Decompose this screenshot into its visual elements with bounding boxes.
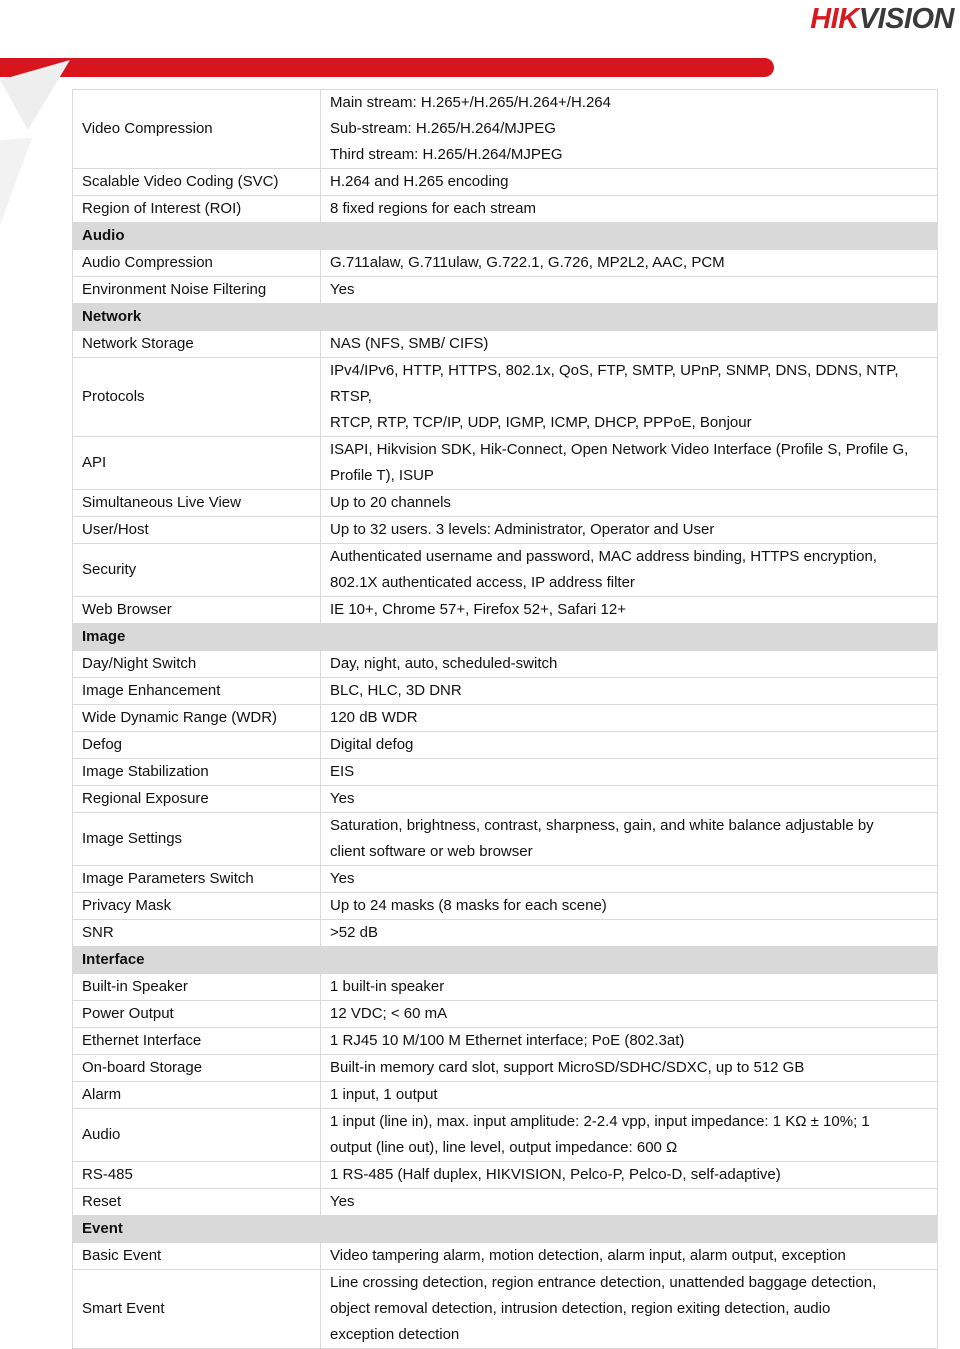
- spec-row: [73, 1243, 938, 1270]
- spec-label: Audio Compression: [73, 250, 321, 277]
- spec-label: Region of Interest (ROI): [73, 196, 321, 223]
- spec-label: Defog: [73, 732, 321, 759]
- spec-label: Audio: [73, 1109, 321, 1162]
- spec-label: Video Compression: [73, 90, 321, 169]
- section-spacer: [321, 1216, 938, 1243]
- section-spacer: [321, 947, 938, 974]
- spec-label: On-board Storage: [73, 1055, 321, 1082]
- spec-value: 1 input (line in), max. input amplitude: 2-2.4 vpp, input impedance: 1 KΩ ± 10%; 1 output (line out), line level, output impedance: 600 Ω: [321, 1109, 938, 1162]
- section-title: Audio: [73, 223, 321, 250]
- spec-row: [73, 90, 938, 169]
- spec-value: Day, night, auto, scheduled-switch: [321, 651, 938, 678]
- spec-row: [73, 490, 938, 517]
- spec-value: Yes: [321, 786, 938, 813]
- spec-row: [73, 866, 938, 893]
- spec-label: Ethernet Interface: [73, 1028, 321, 1055]
- spec-value: 120 dB WDR: [321, 705, 938, 732]
- spec-label: Network Storage: [73, 331, 321, 358]
- spec-value: Yes: [321, 1189, 938, 1216]
- spec-label: User/Host: [73, 517, 321, 544]
- spec-row: [73, 1270, 938, 1349]
- spec-table: [72, 89, 938, 1349]
- spec-label: Power Output: [73, 1001, 321, 1028]
- spec-row: [73, 1055, 938, 1082]
- spec-value: Digital defog: [321, 732, 938, 759]
- spec-row: [73, 544, 938, 597]
- spec-label: Image Stabilization: [73, 759, 321, 786]
- spec-value: Main stream: H.265+/H.265/H.264+/H.264 Sub-stream: H.265/H.264/MJPEG Third stream: H.265/H.264/MJPEG: [321, 90, 938, 169]
- spec-value: G.711alaw, G.711ulaw, G.722.1, G.726, MP2L2, AAC, PCM: [321, 250, 938, 277]
- spec-label: Image Settings: [73, 813, 321, 866]
- spec-row: [73, 597, 938, 624]
- spec-row: [73, 169, 938, 196]
- spec-value: Built-in memory card slot, support MicroSD/SDHC/SDXC, up to 512 GB: [321, 1055, 938, 1082]
- spec-value: Video tampering alarm, motion detection, alarm input, alarm output, exception: [321, 1243, 938, 1270]
- spec-label: Privacy Mask: [73, 893, 321, 920]
- section-header-row: [73, 624, 938, 651]
- spec-label: Image Parameters Switch: [73, 866, 321, 893]
- spec-value: Yes: [321, 866, 938, 893]
- spec-value: Saturation, brightness, contrast, sharpness, gain, and white balance adjustable by client software or web browser: [321, 813, 938, 866]
- spec-value: IPv4/IPv6, HTTP, HTTPS, 802.1x, QoS, FTP, SMTP, UPnP, SNMP, DNS, DDNS, NTP, RTSP, RTCP, RTP, TCP/IP, UDP, IGMP, ICMP, DHCP, PPPoE, Bonjour: [321, 358, 938, 437]
- decorative-watermark: [0, 60, 80, 250]
- spec-row: [73, 732, 938, 759]
- spec-row: [73, 358, 938, 437]
- spec-row: [73, 1109, 938, 1162]
- section-title: Event: [73, 1216, 321, 1243]
- section-header-row: [73, 1216, 938, 1243]
- spec-label: Simultaneous Live View: [73, 490, 321, 517]
- spec-value: 8 fixed regions for each stream: [321, 196, 938, 223]
- spec-label: Security: [73, 544, 321, 597]
- spec-value: Up to 32 users. 3 levels: Administrator, Operator and User: [321, 517, 938, 544]
- spec-row: [73, 705, 938, 732]
- spec-label: Scalable Video Coding (SVC): [73, 169, 321, 196]
- spec-row: [73, 974, 938, 1001]
- section-spacer: [321, 624, 938, 651]
- spec-table-body: [73, 90, 938, 1349]
- spec-row: [73, 1028, 938, 1055]
- spec-label: Image Enhancement: [73, 678, 321, 705]
- spec-row: [73, 678, 938, 705]
- spec-label: Web Browser: [73, 597, 321, 624]
- spec-row: [73, 196, 938, 223]
- spec-value: 1 RJ45 10 M/100 M Ethernet interface; PoE (802.3at): [321, 1028, 938, 1055]
- spec-value: Up to 20 channels: [321, 490, 938, 517]
- spec-label: SNR: [73, 920, 321, 947]
- spec-row: [73, 1001, 938, 1028]
- header-red-bar: [0, 58, 774, 77]
- spec-value: ISAPI, Hikvision SDK, Hik-Connect, Open Network Video Interface (Profile S, Profile G, Profile T), ISUP: [321, 437, 938, 490]
- spec-row: [73, 1082, 938, 1109]
- spec-label: Built-in Speaker: [73, 974, 321, 1001]
- spec-label: RS-485: [73, 1162, 321, 1189]
- spec-row: [73, 786, 938, 813]
- section-header-row: [73, 947, 938, 974]
- spec-row: [73, 331, 938, 358]
- logo-text-red: HIK: [810, 3, 859, 35]
- spec-value: Up to 24 masks (8 masks for each scene): [321, 893, 938, 920]
- spec-value: IE 10+, Chrome 57+, Firefox 52+, Safari 12+: [321, 597, 938, 624]
- spec-value: Line crossing detection, region entrance detection, unattended baggage detection, object removal detection, intrusion detection, region exiting detection, audio exception detection: [321, 1270, 938, 1349]
- spec-value: 1 RS-485 (Half duplex, HIKVISION, Pelco-P, Pelco-D, self-adaptive): [321, 1162, 938, 1189]
- spec-row: [73, 813, 938, 866]
- spec-value: EIS: [321, 759, 938, 786]
- spec-label: Protocols: [73, 358, 321, 437]
- spec-value: H.264 and H.265 encoding: [321, 169, 938, 196]
- spec-label: Day/Night Switch: [73, 651, 321, 678]
- spec-row: [73, 517, 938, 544]
- spec-value: 12 VDC; < 60 mA: [321, 1001, 938, 1028]
- spec-row: [73, 250, 938, 277]
- spec-label: Wide Dynamic Range (WDR): [73, 705, 321, 732]
- spec-row: [73, 437, 938, 490]
- spec-label: API: [73, 437, 321, 490]
- spec-row: [73, 920, 938, 947]
- section-header-row: [73, 223, 938, 250]
- section-header-row: [73, 304, 938, 331]
- spec-label: Alarm: [73, 1082, 321, 1109]
- section-spacer: [321, 223, 938, 250]
- spec-row: [73, 893, 938, 920]
- spec-label: Reset: [73, 1189, 321, 1216]
- section-title: Interface: [73, 947, 321, 974]
- spec-row: [73, 1189, 938, 1216]
- spec-value: 1 built-in speaker: [321, 974, 938, 1001]
- spec-row: [73, 759, 938, 786]
- spec-value: 1 input, 1 output: [321, 1082, 938, 1109]
- hikvision-logo: [810, 2, 954, 36]
- spec-label: Environment Noise Filtering: [73, 277, 321, 304]
- spec-value: Authenticated username and password, MAC address binding, HTTPS encryption, 802.1X authenticated access, IP address filter: [321, 544, 938, 597]
- logo-text-dark: VISION: [858, 3, 954, 35]
- spec-value: NAS (NFS, SMB/ CIFS): [321, 331, 938, 358]
- section-spacer: [321, 304, 938, 331]
- spec-label: Basic Event: [73, 1243, 321, 1270]
- spec-label: Regional Exposure: [73, 786, 321, 813]
- section-title: Image: [73, 624, 321, 651]
- spec-label: Smart Event: [73, 1270, 321, 1349]
- spec-value: Yes: [321, 277, 938, 304]
- spec-row: [73, 651, 938, 678]
- spec-value: >52 dB: [321, 920, 938, 947]
- spec-row: [73, 277, 938, 304]
- section-title: Network: [73, 304, 321, 331]
- spec-value: BLC, HLC, 3D DNR: [321, 678, 938, 705]
- spec-row: [73, 1162, 938, 1189]
